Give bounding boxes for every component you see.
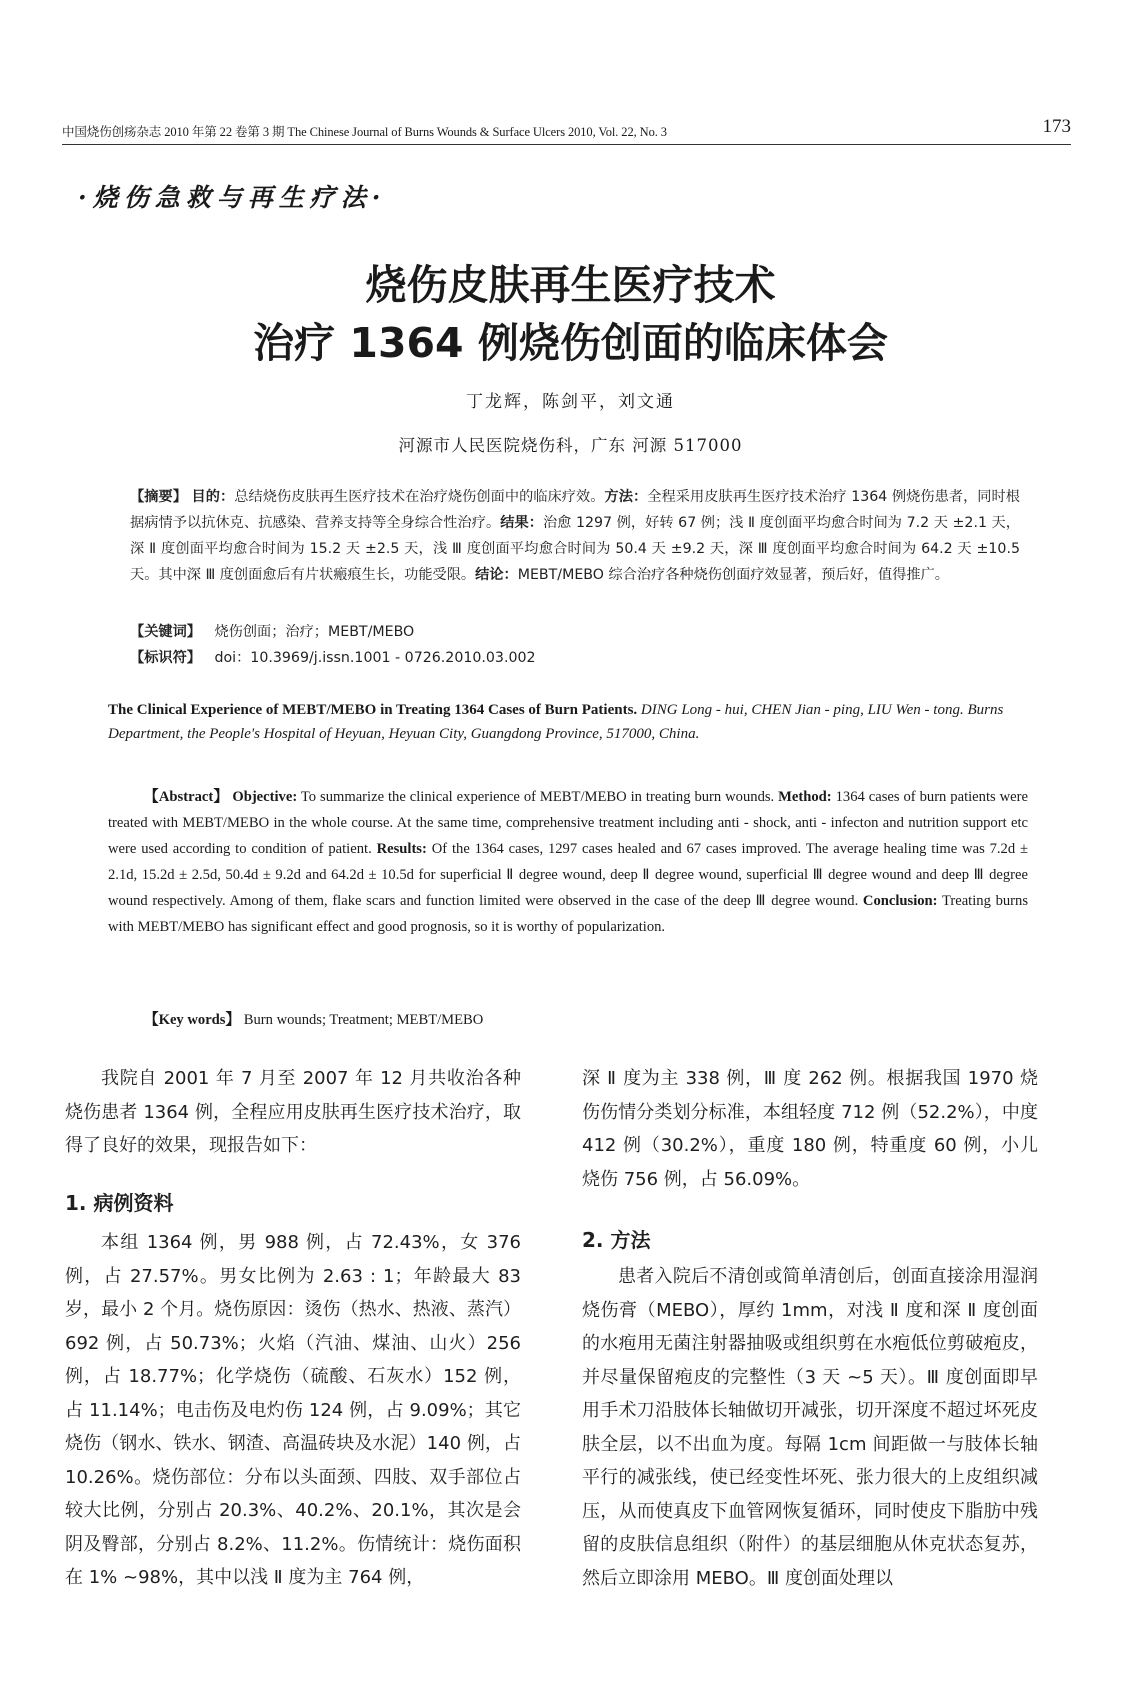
affiliation: 河源市人民医院烧伤科，广东 河源 517000 (398, 436, 743, 455)
section-2-paragraph: 患者入院后不清创或简单清创后，创面直接涂用湿润烧伤膏（MEBO），厚约 1mm，对浅 Ⅱ 度和深 Ⅱ 度创面的水疱用无菌注射器抽吸或组织剪在水疱低位剪破疱皮，并尽量保留疱皮的完整性（3 天 ~5 天）。Ⅲ 度创面即早用手术刀沿肢体长轴做切开减张，切开深度不超过坏死皮肤全层，以不出血为度。每隔 1cm 间距做一与肢体长轴平行的减张线，使已经变性坏死、张力很大的上皮组织减压，从而使真皮下血管网恢复循环，同时使皮下脂肪中残留的皮肤信息组织（附件）的基层细胞从休克状态复苏，然后立即涂用 MEBO。Ⅲ 度创面处理以 (582, 1266, 1038, 1589)
section-2-body (582, 1260, 1038, 1595)
running-header (62, 112, 1071, 145)
en-keywords-label: 【Key words】 (144, 1012, 241, 1028)
section-1-heading-wrap (65, 1187, 521, 1221)
identifier-label: 【标识符】 (130, 650, 201, 666)
objective-text: 总结烧伤皮肤再生医疗技术在治疗烧伤创面中的临床疗效。 (234, 489, 605, 505)
english-title: The Clinical Experience of MEBT/MEBO in Treating 1364 Cases of Burn Patients. (108, 702, 638, 718)
en-method-label: Method: (778, 789, 832, 805)
en-keywords-text: Burn wounds; Treatment; MEBT/MEBO (243, 1012, 484, 1028)
keywords-text: 烧伤创面；治疗；MEBT/MEBO (214, 624, 415, 640)
en-conclusion-label: Conclusion: (862, 893, 938, 909)
en-method-text: 1364 cases of burn patients were treated with MEBT/MEBO in the whole course. At the same time, comprehensive treatment including anti - shock, anti - infecton and nutrition support etc were used according to condition of patient. (108, 789, 1028, 857)
chinese-keywords (130, 619, 1020, 645)
conclusion-label: 结论： (475, 567, 518, 583)
en-results-text: Of the 1364 cases, 1297 cases healed and 67 cases improved. The average healing time was 7.2d ± 2.1d, 15.2d ± 2.5d, 50.4d ± 9.2d and 64.2d ± 10.5d for superficial Ⅱ degree wound, deep Ⅱ degree wound, superficial Ⅲ degree wound and deep Ⅲ degree wound respectively. Among of them, flake scars and function limited were observed in the case of the deep Ⅲ degree wound. (108, 841, 1028, 909)
doi-text: doi：10.3969/j.issn.1001 - 0726.2010.03.002 (214, 650, 536, 666)
article-title-line-1: 烧伤皮肤再生医疗技术 (365, 261, 776, 309)
continued-paragraph: 深 Ⅱ 度为主 338 例，Ⅲ 度 262 例。根据我国 1970 烧伤伤情分类划分标准，本组轻度 712 例（52.2%），中度 412 例（30.2%），重度 180 例，特重度 60 例，小儿烧伤 756 例，占 56.09%。 (582, 1068, 1038, 1190)
english-abstract (108, 784, 1028, 940)
article-title-line-2: 治疗 1364 例烧伤创面的临床体会 (253, 319, 888, 367)
en-results-label: Results: (376, 841, 427, 857)
section-2-heading: 2. 方法 (582, 1228, 651, 1252)
conclusion-text: MEBT/MEBO 综合治疗各种烧伤创面疗效显著，预后好，值得推广。 (517, 567, 949, 583)
intro-paragraph: 我院自 2001 年 7 月至 2007 年 12 月共收治各种烧伤患者 1364 例，全程应用皮肤再生医疗技术治疗，取得了良好的效果，现报告如下： (65, 1068, 521, 1156)
section-1-heading: 1. 病例资料 (65, 1191, 174, 1215)
right-column-continuation (582, 1062, 1038, 1196)
method-label: 方法： (604, 489, 648, 505)
method-text: 全程采用皮肤再生医疗技术治疗 1364 例烧伤患者，同时根据病情予以抗休克、抗感染、营养支持等全身综合性治疗。 (130, 489, 1020, 531)
section-1-paragraph: 本组 1364 例，男 988 例，占 72.43%，女 376 例，占 27.57%。男女比例为 2.63 : 1；年龄最大 83 岁，最小 2 个月。烧伤原因：烫伤（热水、热液、蒸汽）692 例，占 50.73%；火焰（汽油、煤油、山火）256 例，占 18.77%；化学烧伤（硫酸、石灰水）152 例，占 11.14%；电击伤及电灼伤 124 例，占 9.09%；其它烧伤（钢水、铁水、钢渣、高温砖块及水泥）140 例，占 10.26%。烧伤部位：分布以头面颈、四肢、双手部位占较大比例，分别占 20.3%、40.2%、20.1%，其次是会阴及臀部，分别占 8.2%、11.2%。伤情统计：烧伤面积在 1% ~98%，其中以浅 Ⅱ 度为主 764 例， (65, 1232, 521, 1588)
en-conclusion-text: Treating burns with MEBT/MEBO has significant effect and good prognosis, so it is worthy of popularization. (108, 893, 1029, 935)
results-label: 结果： (500, 515, 543, 531)
english-keywords (144, 1008, 483, 1029)
section-1-body (65, 1226, 521, 1595)
english-title-block (108, 698, 1028, 746)
identifier (130, 645, 1020, 671)
abstract-label: 【摘要】 (130, 489, 187, 505)
en-abstract-label: 【Abstract】 (144, 789, 229, 805)
keywords-label: 【关键词】 (130, 624, 201, 640)
objective-label: 目的： (191, 489, 235, 505)
english-authors-affiliation: DING Long - hui, CHEN Jian - ping, LIU Wen - tong. Burns Department, the People's Hospital of Heyuan, Heyuan City, Guangdong Province, 517000, China. (108, 702, 1004, 742)
running-head-text: 中国烧伤创疡杂志 2010 年第 22 卷第 3 期 The Chinese Journal of Burns Wounds & Surface Ulcers 2010, Vol. 22, No. 3 (62, 125, 667, 139)
chinese-abstract (130, 484, 1020, 588)
en-objective-label: Objective: (232, 789, 298, 805)
intro-paragraph-block (65, 1062, 521, 1163)
en-objective-text: To summarize the clinical experience of MEBT/MEBO in treating burn wounds. (300, 789, 775, 805)
author-list: 丁龙辉，陈剑平，刘文通 (466, 392, 675, 412)
column-label: ·烧伤急救与再生疗法· (78, 183, 387, 212)
results-text: 治愈 1297 例，好转 67 例；浅 Ⅱ 度创面平均愈合时间为 7.2 天 ±2.1 天，深 Ⅱ 度创面平均愈合时间为 15.2 天 ±2.5 天，浅 Ⅲ 度创面平均愈合时间为 50.4 天 ±9.2 天，深 Ⅲ 度创面平均愈合时间为 64.2 天 ±10.5 天。其中深 Ⅲ 度创面愈后有片状瘢痕生长，功能受限。 (130, 515, 1020, 583)
page-number: 173 (1042, 116, 1071, 137)
section-2-heading-wrap (582, 1224, 1038, 1258)
